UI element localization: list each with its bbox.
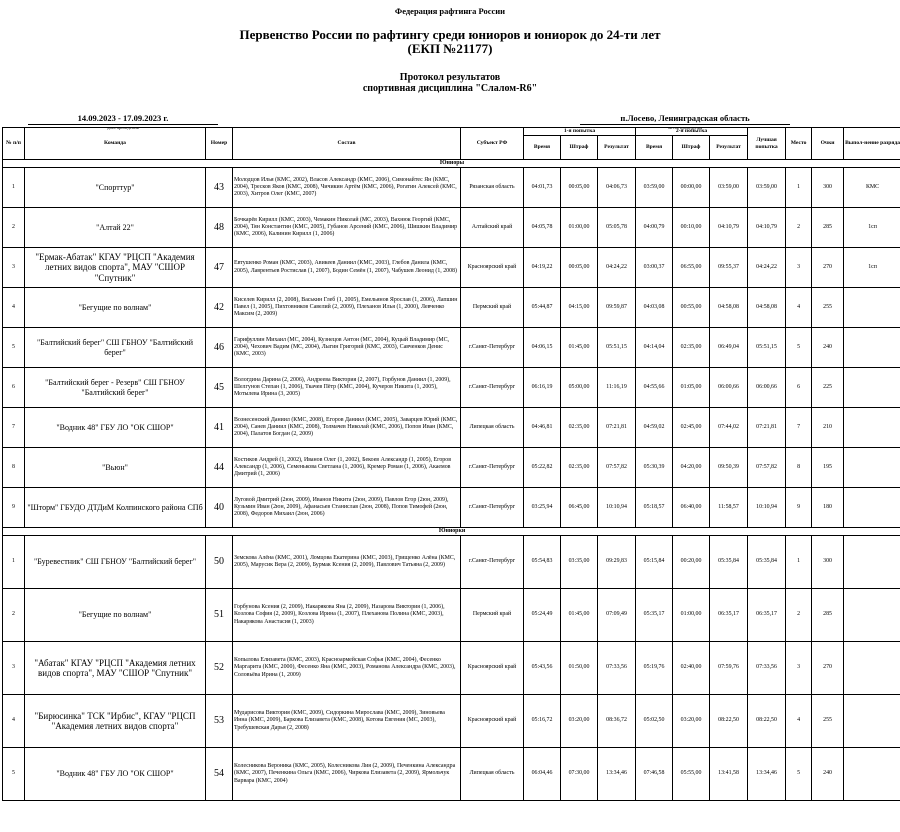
cell-r1: 11:16,19	[598, 368, 636, 408]
col-attempt-1: 1-я попытка	[524, 128, 636, 136]
cell-team: "Шторм" ГБУДО ДТДиМ Колпинского района СПб	[25, 488, 206, 528]
cell-place: 4	[786, 695, 812, 748]
cell-r1: 07:57,82	[598, 448, 636, 488]
cell-team: "Ермак-Абатак" КГАУ "РЦСП "Академия летних видов спорта", МАУ "СШОР "Спутник"	[25, 248, 206, 288]
cell-p1: 01:45,00	[561, 589, 598, 642]
cell-r1: 04:06,73	[598, 168, 636, 208]
cell-team: "Абатак" КГАУ "РЦСП "Академия летних видов спорта", МАУ "СШОР "Спутник"	[25, 642, 206, 695]
result-row	[3, 642, 900, 695]
cell-best: 04:58,08	[748, 288, 786, 328]
col-penalty-1: Штраф	[561, 136, 598, 160]
cell-points: 210	[812, 408, 844, 448]
cell-bib: 52	[206, 642, 233, 695]
cell-roster: Вознесенский Даниил (КМС, 2008), Егоров Даниил (КМС, 2005), Заварцев Юрий (КМС, 2004), Санев Даниил (КМС, 2008), Толмачев Николай (КМС, 2006), Попов Иван (КМС, 2004), Палатов Богдан (2, 2009)	[233, 408, 461, 448]
cell-rank	[844, 448, 900, 488]
cell-p1: 03:20,00	[561, 695, 598, 748]
cell-best: 05:51,15	[748, 328, 786, 368]
cell-points: 300	[812, 168, 844, 208]
cell-best: 07:57,82	[748, 448, 786, 488]
cell-t2: 04:03,08	[636, 288, 673, 328]
cell-n: 6	[3, 368, 25, 408]
cell-region: г.Санкт-Петербург	[461, 536, 524, 589]
cell-t1: 05:16,72	[524, 695, 561, 748]
cell-team: "Балтийский берег - Резерв" СШ ГБНОУ "Балтийский берег"	[25, 368, 206, 408]
cell-rank	[844, 328, 900, 368]
cell-n: 9	[3, 488, 25, 528]
cell-bib: 44	[206, 448, 233, 488]
cell-t2: 04:14,04	[636, 328, 673, 368]
cell-t1: 06:04,46	[524, 748, 561, 801]
result-row	[3, 288, 900, 328]
col-place: Место	[786, 128, 812, 160]
protocol-heading	[0, 72, 900, 94]
cell-r2: 09:50,39	[710, 448, 748, 488]
cell-roster: Молодцов Илья (КМС, 2002), Власов Александр (КМС, 2006), Симонайтес Ян (КМС, 2004), Тресков Яков (КМС, 2008), Чичикин Артём (КМС, 2006), Рогатин Алексей (КМС, 2003), Хитров Олег (КМС, 2007)	[233, 168, 461, 208]
cell-points: 240	[812, 328, 844, 368]
cell-n: 3	[3, 642, 25, 695]
cell-rank	[844, 748, 900, 801]
cell-r1: 10:10,94	[598, 488, 636, 528]
cell-t2: 03:00,37	[636, 248, 673, 288]
cell-best: 03:59,00	[748, 168, 786, 208]
cell-roster: Бочкарёв Кирилл (КМС, 2003), Чемакин Николай (МС, 2003), Вахнюк Георгий (КМС, 2004), Тян Константин (КМС, 2005), Губанов Арсений (КМС, 2006), Шишкин Владимир (КМС, 2006), Калинин Кирилл (1, 2006)	[233, 208, 461, 248]
title-line-2: (ЕКП №21177)	[407, 41, 493, 56]
cell-region: Пермский край	[461, 589, 524, 642]
cell-team: "Бирюсинка" ТСК "Ирбис", КГАУ "РЦСП "Академия летних видов спорта"	[25, 695, 206, 748]
cell-best: 08:22,50	[748, 695, 786, 748]
cell-t1: 04:46,81	[524, 408, 561, 448]
cell-p2: 00:10,00	[673, 208, 710, 248]
cell-region: Липецкая область	[461, 748, 524, 801]
cell-n: 3	[3, 248, 25, 288]
cell-n: 1	[3, 536, 25, 589]
cell-rank	[844, 589, 900, 642]
col-result-2: Результат	[710, 136, 748, 160]
cell-best: 04:10,79	[748, 208, 786, 248]
section-title: Юниоры	[3, 160, 900, 168]
cell-n: 4	[3, 288, 25, 328]
cell-r1: 07:09,49	[598, 589, 636, 642]
cell-p1: 03:35,00	[561, 536, 598, 589]
cell-team: "Водник 48" ГБУ ЛО "ОК СШОР"	[25, 748, 206, 801]
col-num: № п/п	[3, 128, 25, 160]
cell-roster: Мударисова Виктория (КМС, 2009), Сидоркина Мирослава (КМС, 2009), Зиновьева Инна (КМС, 2009), Баркова Елизавета (КМС, 2008), Котова Евгения (МС, 2003), Требушевская Дарья (2, 2008)	[233, 695, 461, 748]
cell-r1: 04:24,22	[598, 248, 636, 288]
result-row	[3, 248, 900, 288]
cell-place: 5	[786, 748, 812, 801]
section-row	[3, 160, 900, 168]
cell-p2: 02:35,00	[673, 328, 710, 368]
cell-t1: 04:01,73	[524, 168, 561, 208]
col-time-1: Время	[524, 136, 561, 160]
result-row	[3, 589, 900, 642]
cell-r2: 06:49,04	[710, 328, 748, 368]
cell-p2: 01:05,00	[673, 368, 710, 408]
cell-t1: 04:19,22	[524, 248, 561, 288]
cell-team: "Вьюн"	[25, 448, 206, 488]
cell-t1: 04:05,78	[524, 208, 561, 248]
cell-t2: 04:00,79	[636, 208, 673, 248]
cell-t2: 05:15,84	[636, 536, 673, 589]
cell-bib: 45	[206, 368, 233, 408]
cell-t2: 05:30,39	[636, 448, 673, 488]
cell-p1: 00:05,00	[561, 168, 598, 208]
cell-bib: 41	[206, 408, 233, 448]
cell-best: 13:34,46	[748, 748, 786, 801]
cell-best: 07:21,81	[748, 408, 786, 448]
cell-best: 07:33,56	[748, 642, 786, 695]
cell-roster: Киселев Кирилл (2, 2008), Васькин Глеб (1, 2005), Емельянов Ярослав (1, 2006), Лапшин Павел (1, 2005), Пихтовников Савелий (2, 2009), Плеханов Илья (1, 2000), Левченко Максим (2, 2009)	[233, 288, 461, 328]
cell-roster: Земскова Алёна (КМС, 2001), Ломцова Екатерина (КМС, 2003), Грищенко Алёна (КМС, 2005), Марусик Вера (2, 2009), Бурмак Ксения (2, 2009), Павлович Татьяна (2, 2009)	[233, 536, 461, 589]
cell-roster: Луговой Дмитрий (2юн, 2009), Иванов Никита (2юн, 2009), Павлов Егор (2юн, 2009), Кузьмин Иван (2юн, 2009), Афанасьев Станислав (2юн, 2008), Попов Тимофей (2юн, 2008), Федоров Михаил (2юн, 2006)	[233, 488, 461, 528]
cell-n: 4	[3, 695, 25, 748]
cell-r1: 09:59,87	[598, 288, 636, 328]
col-bib: Номер	[206, 128, 233, 160]
results-body	[3, 160, 900, 801]
cell-best: 06:35,17	[748, 589, 786, 642]
cell-r2: 07:44,02	[710, 408, 748, 448]
cell-roster: Костиков Андрей (1, 2002), Иванов Олег (1, 2002), Бекоев Александр (1, 2005), Егоров Александр (1, 2006), Семенькова Светлана (1, 2006), Кремер Роман (1, 2006), Акаемов Дмитрий (1, 2006)	[233, 448, 461, 488]
cell-roster: Колесникова Вероника (КМС, 2005), Колесникова Лия (2, 2009), Печенкина Александра (КМС, 2007), Печенкина Ольга (КМС, 2006), Чиркова Елизавета (2, 2009), Ярмольчук Варвара (КМС, 2004)	[233, 748, 461, 801]
cell-p1: 01:45,00	[561, 328, 598, 368]
cell-n: 7	[3, 408, 25, 448]
date-caption: дата проведения	[28, 124, 218, 130]
cell-region: г.Санкт-Петербург	[461, 488, 524, 528]
cell-r1: 13:34,46	[598, 748, 636, 801]
cell-p2: 03:20,00	[673, 695, 710, 748]
cell-p2: 01:00,00	[673, 589, 710, 642]
protocol-line-2: спортивная дисциплина "Слалом-R6"	[362, 83, 538, 94]
col-penalty-2: Штраф	[673, 136, 710, 160]
col-region: Субъект РФ	[461, 128, 524, 160]
cell-best: 06:00,66	[748, 368, 786, 408]
cell-bib: 51	[206, 589, 233, 642]
cell-bib: 43	[206, 168, 233, 208]
cell-p1: 04:15,00	[561, 288, 598, 328]
result-row	[3, 368, 900, 408]
col-roster: Состав	[233, 128, 461, 160]
cell-points: 255	[812, 288, 844, 328]
cell-bib: 50	[206, 536, 233, 589]
cell-n: 5	[3, 748, 25, 801]
cell-r1: 07:33,56	[598, 642, 636, 695]
federation-name: Федерация рафтинга России	[394, 6, 506, 16]
cell-p1: 02:35,00	[561, 448, 598, 488]
cell-region: г.Санкт-Петербург	[461, 448, 524, 488]
cell-p1: 05:00,00	[561, 368, 598, 408]
col-rank: Выпол-нение разряда	[844, 128, 900, 160]
cell-n: 2	[3, 208, 25, 248]
cell-p2: 05:55,00	[673, 748, 710, 801]
cell-r2: 05:35,84	[710, 536, 748, 589]
cell-t1: 05:22,82	[524, 448, 561, 488]
cell-place: 6	[786, 368, 812, 408]
cell-place: 7	[786, 408, 812, 448]
cell-bib: 42	[206, 288, 233, 328]
cell-t1: 03:25,94	[524, 488, 561, 528]
cell-bib: 48	[206, 208, 233, 248]
results-table	[2, 127, 900, 801]
cell-r2: 08:22,50	[710, 695, 748, 748]
cell-r2: 13:41,58	[710, 748, 748, 801]
cell-bib: 54	[206, 748, 233, 801]
cell-place: 1	[786, 536, 812, 589]
result-row	[3, 488, 900, 528]
cell-team: "Буревестник" СШ ГБНОУ "Балтийский берег"	[25, 536, 206, 589]
cell-place: 9	[786, 488, 812, 528]
cell-bib: 53	[206, 695, 233, 748]
page-title	[0, 28, 900, 56]
cell-rank: 1сп	[844, 248, 900, 288]
col-best: Лучшая попытка	[748, 128, 786, 160]
cell-rank: 1сп	[844, 208, 900, 248]
cell-team: "Водник 48" ГБУ ЛО "ОК СШОР"	[25, 408, 206, 448]
cell-t2: 05:35,17	[636, 589, 673, 642]
cell-place: 3	[786, 248, 812, 288]
cell-place: 1	[786, 168, 812, 208]
cell-t2: 05:02,50	[636, 695, 673, 748]
cell-bib: 40	[206, 488, 233, 528]
cell-p2: 06:55,00	[673, 248, 710, 288]
cell-r2: 04:10,79	[710, 208, 748, 248]
cell-r1: 08:36,72	[598, 695, 636, 748]
cell-r2: 07:59,76	[710, 642, 748, 695]
cell-t2: 07:46,58	[636, 748, 673, 801]
cell-r2: 03:59,00	[710, 168, 748, 208]
cell-rank	[844, 408, 900, 448]
cell-p1: 07:30,00	[561, 748, 598, 801]
cell-p2: 02:45,00	[673, 408, 710, 448]
cell-bib: 47	[206, 248, 233, 288]
cell-region: Красноярский край	[461, 248, 524, 288]
cell-n: 2	[3, 589, 25, 642]
cell-points: 255	[812, 695, 844, 748]
result-row	[3, 748, 900, 801]
cell-place: 8	[786, 448, 812, 488]
cell-rank: КМС	[844, 168, 900, 208]
cell-rank	[844, 488, 900, 528]
cell-region: г.Санкт-Петербург	[461, 368, 524, 408]
event-date: 14.09.2023 - 17.09.2023 г.	[77, 113, 169, 123]
title-line-1: Первенство России по рафтингу среди юниоров и юниорок до 24-ти лет	[239, 27, 661, 42]
cell-r2: 11:58,57	[710, 488, 748, 528]
cell-region: Алтайский край	[461, 208, 524, 248]
cell-rank	[844, 695, 900, 748]
result-row	[3, 448, 900, 488]
cell-rank	[844, 368, 900, 408]
cell-roster: Гарифуллин Михаил (МС, 2004), Кузнецов Антон (МС, 2004), Куцый Владимир (МС, 2004), Чехович Вадим (МС, 2004), Лыгин Григорий (КМС, 2003), Савченков Денис (КМС, 2003)	[233, 328, 461, 368]
col-points: Очки	[812, 128, 844, 160]
cell-region: г.Санкт-Петербург	[461, 328, 524, 368]
cell-p2: 06:40,00	[673, 488, 710, 528]
cell-r1: 05:51,15	[598, 328, 636, 368]
cell-best: 05:35,84	[748, 536, 786, 589]
result-row	[3, 208, 900, 248]
cell-points: 225	[812, 368, 844, 408]
col-attempt-2: 2-я попытка	[636, 128, 748, 136]
cell-t1: 04:06,15	[524, 328, 561, 368]
col-team: Команда	[25, 128, 206, 160]
cell-r2: 09:55,37	[710, 248, 748, 288]
cell-place: 5	[786, 328, 812, 368]
cell-roster: Евтушенко Роман (КМС, 2003), Авикеев Даниил (КМС, 2003), Глебов Данила (КМС, 2005), Лаврентьев Ростислав (1, 2007), Бодин Семён (1, 2007), Чабушев Леонид (1, 2008)	[233, 248, 461, 288]
col-result-1: Результат	[598, 136, 636, 160]
cell-points: 180	[812, 488, 844, 528]
cell-r2: 04:58,08	[710, 288, 748, 328]
cell-p1: 01:50,00	[561, 642, 598, 695]
cell-region: Рязанская область	[461, 168, 524, 208]
cell-p1: 00:05,00	[561, 248, 598, 288]
cell-n: 1	[3, 168, 25, 208]
cell-t2: 04:59,02	[636, 408, 673, 448]
cell-roster: Горбунова Ксения (2, 2009), Накарякова Яна (2, 2009), Назарова Виктория (1, 2006), Козлова София (2, 2009), Козлова Ирина (1, 2007), Плеханова Полина (КМС, 2003), Накарякова Анастасия (1, 2003)	[233, 589, 461, 642]
cell-n: 8	[3, 448, 25, 488]
cell-team: "Бегущие по волнам"	[25, 589, 206, 642]
cell-team: "Алтай 22"	[25, 208, 206, 248]
cell-p1: 02:35,00	[561, 408, 598, 448]
cell-p2: 00:00,00	[673, 168, 710, 208]
result-row	[3, 695, 900, 748]
cell-points: 195	[812, 448, 844, 488]
cell-t2: 03:59,00	[636, 168, 673, 208]
cell-region: Красноярский край	[461, 642, 524, 695]
cell-place: 2	[786, 208, 812, 248]
cell-t1: 05:24,49	[524, 589, 561, 642]
cell-roster: Вологдина Дарина (2, 2006), Андреева Виктория (2, 2007), Горбунов Даниил (1, 2009), Шелгунов Степан (1, 2006), Ткачев Пётр (КМС, 2004), Кучеров Никита (1, 2005), Мотылева Ирина (3, 2005)	[233, 368, 461, 408]
cell-region: Липецкая область	[461, 408, 524, 448]
cell-p1: 06:45,00	[561, 488, 598, 528]
protocol-line-1: Протокол результатов	[399, 72, 501, 83]
result-row	[3, 536, 900, 589]
result-row	[3, 408, 900, 448]
cell-points: 300	[812, 536, 844, 589]
cell-t1: 05:43,56	[524, 642, 561, 695]
cell-roster: Копылова Елизавета (КМС, 2003), Красноармейская Софья (КМС, 2004), Фесенко Маргарита (КМС, 2000), Фесенко Яна (КМС, 2003), Романова Александра (КМС, 2003), Соловьёва Ирина (1, 2009)	[233, 642, 461, 695]
cell-r1: 07:21,81	[598, 408, 636, 448]
cell-p2: 02:40,00	[673, 642, 710, 695]
cell-points: 285	[812, 208, 844, 248]
cell-t1: 05:54,83	[524, 536, 561, 589]
cell-points: 240	[812, 748, 844, 801]
cell-p2: 00:55,00	[673, 288, 710, 328]
cell-t1: 06:16,19	[524, 368, 561, 408]
cell-points: 270	[812, 642, 844, 695]
cell-rank	[844, 288, 900, 328]
section-title: Юниорки	[3, 528, 900, 536]
col-time-2: Время	[636, 136, 673, 160]
cell-team: "Спорттур"	[25, 168, 206, 208]
cell-region: Красноярский край	[461, 695, 524, 748]
cell-r2: 06:35,17	[710, 589, 748, 642]
cell-bib: 46	[206, 328, 233, 368]
cell-n: 5	[3, 328, 25, 368]
cell-p2: 00:20,00	[673, 536, 710, 589]
cell-rank	[844, 642, 900, 695]
cell-place: 4	[786, 288, 812, 328]
cell-r2: 06:00,66	[710, 368, 748, 408]
cell-t2: 04:55,66	[636, 368, 673, 408]
cell-place: 2	[786, 589, 812, 642]
cell-team: "Бегущие по волнам"	[25, 288, 206, 328]
event-place: п.Лосево, Ленинградская область	[620, 113, 750, 123]
cell-t1: 05:44,87	[524, 288, 561, 328]
cell-rank	[844, 536, 900, 589]
cell-t2: 05:19,76	[636, 642, 673, 695]
cell-region: Пермский край	[461, 288, 524, 328]
result-row	[3, 328, 900, 368]
cell-points: 270	[812, 248, 844, 288]
cell-team: "Балтийский берег" СШ ГБНОУ "Балтийский берег"	[25, 328, 206, 368]
cell-p1: 01:00,00	[561, 208, 598, 248]
result-row	[3, 168, 900, 208]
cell-r1: 09:29,83	[598, 536, 636, 589]
cell-p2: 04:20,00	[673, 448, 710, 488]
cell-place: 3	[786, 642, 812, 695]
cell-r1: 05:05,78	[598, 208, 636, 248]
cell-points: 285	[812, 589, 844, 642]
cell-best: 10:10,94	[748, 488, 786, 528]
cell-t2: 05:18,57	[636, 488, 673, 528]
cell-best: 04:24,22	[748, 248, 786, 288]
place-caption: место проведения	[580, 124, 790, 130]
section-row	[3, 528, 900, 536]
